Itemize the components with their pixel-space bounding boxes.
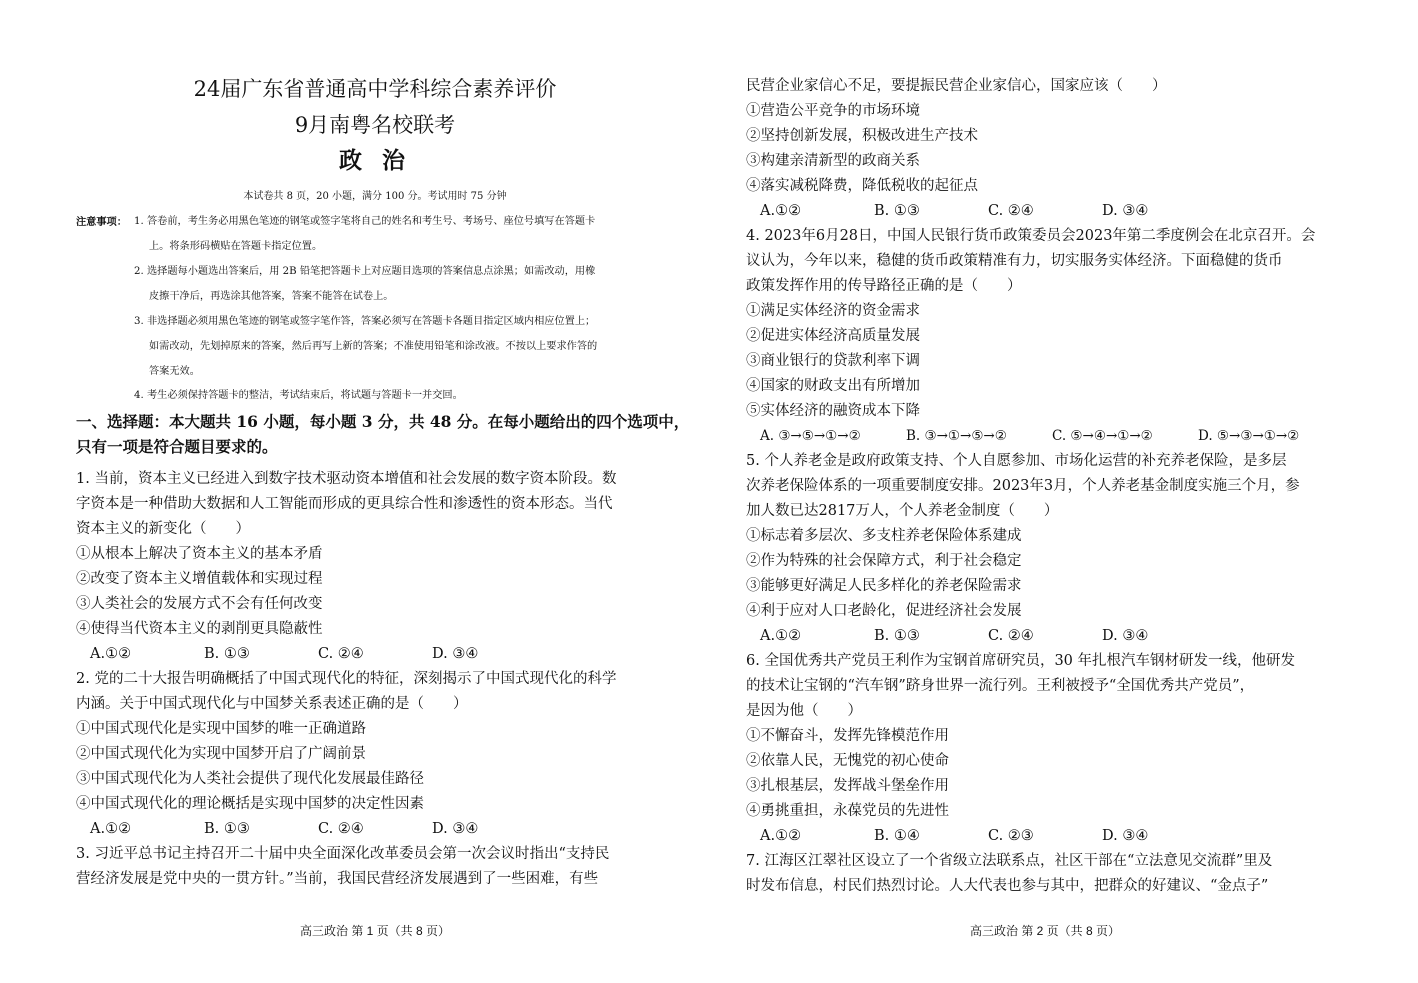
statement-item: ③中国式现代化为人类社会提供了现代化发展最佳路径 [76, 771, 424, 787]
note-line: 4. 考生必须保持答题卡的整洁，考试结束后，将试题与答题卡一并交回。 [134, 390, 463, 401]
notes-label: 注意事项： [76, 216, 127, 228]
statement-item: ④勇挑重担，永葆党员的先进性 [746, 803, 949, 819]
option-b: B. ①③ [204, 821, 250, 837]
option-d: D. ③④ [432, 821, 479, 837]
statement-item: ④中国式现代化的理论概括是实现中国梦的决定性因素 [76, 796, 424, 812]
statement-item: ⑤实体经济的融资成本下降 [746, 403, 920, 419]
answer-options [760, 827, 1216, 845]
question-stem: 加人数已达2817万人，个人养老金制度（ ） [746, 503, 1059, 519]
statement-item: ①满足实体经济的资金需求 [746, 303, 920, 319]
question-stem: 6. 全国优秀共产党员王利作为宝钢首席研究员，30 年扎根汽车钢材研发一线，他研发 [746, 653, 1296, 669]
page-footer: 高三政治 第 2 页（共 8 页） [969, 924, 1121, 938]
question-stem: 内涵。关于中国式现代化与中国梦关系表述正确的是（ ） [76, 696, 468, 712]
statement-item: ③能够更好满足人民多样化的养老保险需求 [746, 578, 1022, 594]
statement-item: ②坚持创新发展，积极改进生产技术 [746, 128, 978, 144]
option-a: A.①② [90, 821, 132, 837]
statement-item: ②依靠人民，无愧党的初心使命 [746, 753, 949, 769]
exam-meta: 本试卷共 8 页，20 小题，满分 100 分。考试用时 75 分钟 [243, 191, 507, 202]
note-line: 3. 非选择题必须用黑色笔迹的钢笔或签字笔作答，答案必须写在答题卡各题目指定区域内相应位置上； [134, 316, 596, 327]
option-c: C. ②④ [318, 646, 364, 662]
option-b: B. ①④ [874, 828, 920, 844]
option-d: D. ③④ [1102, 628, 1149, 644]
option-b: B. ①③ [204, 646, 250, 662]
question-stem: 7. 江海区江翠社区设立了一个省级立法联系点，社区干部在“立法意见交流群”里及 [746, 853, 1273, 869]
statement-item: ③构建亲清新型的政商关系 [746, 153, 920, 169]
statement-item: ①中国式现代化是实现中国梦的唯一正确道路 [76, 721, 366, 737]
question-stem: 次养老保险体系的一项重要制度安排。2023年3月，个人养老基金制度实施三个月，参 [746, 478, 1300, 494]
question-stem: 政策发挥作用的传导路径正确的是（ ） [746, 278, 1022, 294]
option-d: D. ③④ [432, 646, 479, 662]
note-line: 皮擦干净后，再选涂其他答案，答案不能答在试卷上。 [149, 291, 394, 302]
statement-item: ②改变了资本主义增值载体和实现过程 [76, 571, 323, 587]
page-footer: 高三政治 第 1 页（共 8 页） [299, 924, 451, 938]
answer-options [760, 627, 1216, 645]
answer-options [760, 202, 1216, 220]
statement-item: ②作为特殊的社会保障方式，利于社会稳定 [746, 553, 1022, 569]
question-stem: 营经济发展是党中央的一贯方针。”当前，我国民营经济发展遇到了一些困难，有些 [76, 871, 599, 887]
statement-item: ①从根本上解决了资本主义的基本矛盾 [76, 546, 323, 562]
statement-item: ②促进实体经济高质量发展 [746, 328, 920, 344]
option-c: C. ②④ [988, 203, 1034, 219]
statement-item: ④落实减税降费，降低税收的起征点 [746, 178, 978, 194]
question-stem: 5. 个人养老金是政府政策支持、个人自愿参加、市场化运营的补充养老保险，是多层 [746, 453, 1287, 469]
statement-item: ①不懈奋斗，发挥先锋模范作用 [746, 728, 949, 744]
question-stem: 的技术让宝钢的“汽车钢”跻身世界一流行列。王利被授予“全国优秀共产党员”， [746, 678, 1255, 694]
question-stem: 1. 当前，资本主义已经进入到数字技术驱动资本增值和社会发展的数字资本阶段。数 [76, 471, 617, 487]
statement-item: ①营造公平竞争的市场环境 [746, 103, 920, 119]
option-d: D. ③④ [1102, 203, 1149, 219]
section-heading: 一、选择题：本大题共 16 小题，每小题 3 分，共 48 分。在每小题给出的四个选项中， [76, 412, 690, 431]
question-stem: 资本主义的新变化（ ） [76, 521, 250, 537]
option-a: A.①② [760, 628, 802, 644]
option-d: D. ⑤→③→①→② [1198, 428, 1300, 444]
statement-item: ④国家的财政支出有所增加 [746, 378, 920, 394]
option-a: A.①② [90, 646, 132, 662]
note-line: 上。将条形码横贴在答题卡指定位置。 [149, 241, 323, 252]
option-c: C. ②④ [318, 821, 364, 837]
answer-options [90, 645, 546, 663]
note-line: 1. 答卷前，考生务必用黑色笔迹的钢笔或签字笔将自己的姓名和考生号、考场号、座位号填写在答题卡 [134, 216, 596, 227]
statement-item: ④利于应对人口老龄化，促进经济社会发展 [746, 603, 1022, 619]
exam-subtitle: 9月南粤名校联考 [294, 113, 456, 137]
note-line: 2. 选择题每小题选出答案后，用 2B 铅笔把答题卡上对应题目选项的答案信息点涂黑；如需改动，用橡 [134, 266, 596, 277]
option-b: B. ①③ [874, 628, 920, 644]
option-c: C. ②④ [988, 628, 1034, 644]
option-b: B. ①③ [874, 203, 920, 219]
option-a: A.①② [760, 203, 802, 219]
option-c: C. ⑤→④→①→② [1052, 428, 1153, 444]
statement-item: ③人类社会的发展方式不会有任何改变 [76, 596, 323, 612]
statement-item: ②中国式现代化为实现中国梦开启了广阔前景 [76, 746, 366, 762]
answer-options [90, 820, 546, 838]
question-stem: 3. 习近平总书记主持召开二十届中央全面深化改革委员会第一次会议时指出“支持民 [76, 846, 610, 862]
question-stem: 2. 党的二十大报告明确概括了中国式现代化的特征，深刻揭示了中国式现代化的科学 [76, 671, 617, 687]
question-stem: 4. 2023年6月28日，中国人民银行货币政策委员会2023年第二季度例会在北京召开。会 [746, 228, 1316, 244]
option-c: C. ②③ [988, 828, 1034, 844]
statement-item: ③商业银行的贷款利率下调 [746, 353, 920, 369]
section-heading: 只有一项是符合题目要求的。 [76, 437, 278, 456]
question-stem: 民营企业家信心不足，要提振民营企业家信心，国家应该（ ） [746, 78, 1167, 94]
question-stem: 议认为，今年以来，稳健的货币政策精准有力，切实服务实体经济。下面稳健的货币 [746, 253, 1283, 269]
statement-item: ①标志着多层次、多支柱养老保险体系建成 [746, 528, 1022, 544]
option-d: D. ③④ [1102, 828, 1149, 844]
note-line: 答案无效。 [149, 366, 200, 377]
option-a: A.①② [760, 828, 802, 844]
option-a: A. ③→⑤→①→② [760, 428, 861, 444]
exam-title: 24届广东省普通高中学科综合素养评价 [193, 77, 557, 101]
subject-title: 政 治 [338, 147, 411, 174]
question-stem: 是因为他（ ） [746, 703, 862, 719]
statement-item: ④使得当代资本主义的剥削更具隐蔽性 [76, 621, 323, 637]
note-line: 如需改动，先划掉原来的答案，然后再写上新的答案；不准使用铅笔和涂改液。不按以上要求作答的 [149, 341, 598, 352]
option-b: B. ③→①→⑤→② [906, 428, 1007, 444]
answer-options [760, 427, 1338, 445]
statement-item: ③扎根基层，发挥战斗堡垒作用 [746, 778, 949, 794]
question-stem: 字资本是一种借助大数据和人工智能而形成的更具综合性和渗透性的资本形态。当代 [76, 496, 613, 512]
question-stem: 时发布信息，村民们热烈讨论。人大代表也参与其中，把群众的好建议、“金点子” [746, 878, 1269, 894]
